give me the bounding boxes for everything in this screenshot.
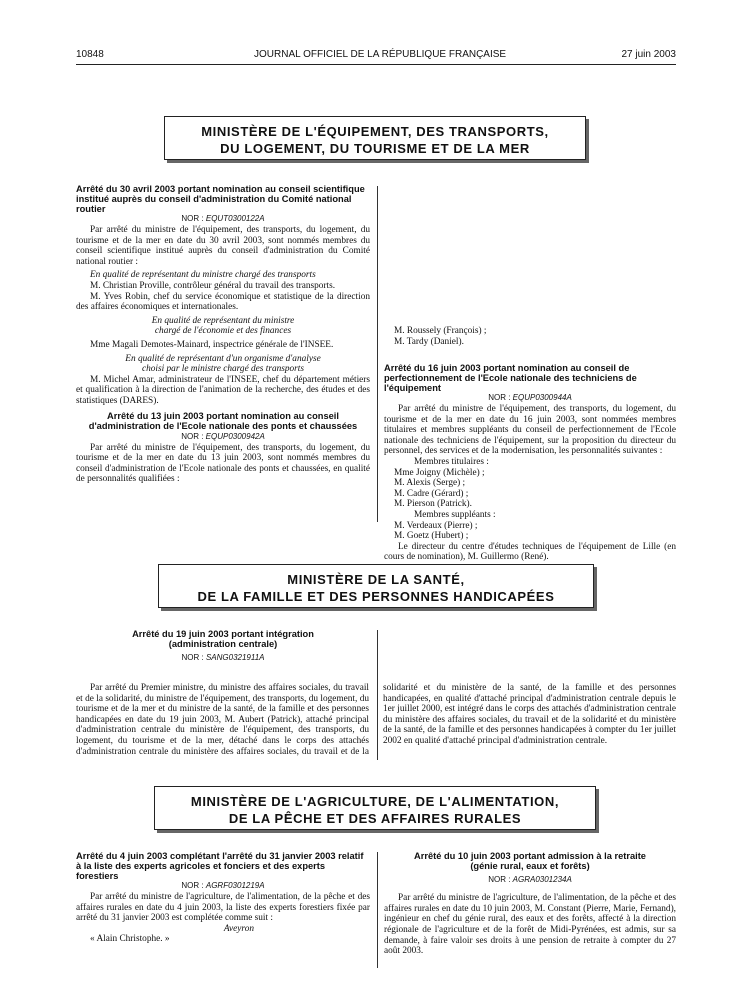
arrete-title: Arrêté du 13 juin 2003 portant nomination au conseil d'administration de l'Ecole nationale des ponts et chaussées bbox=[88, 411, 358, 432]
ministry-agriculture-box bbox=[154, 786, 596, 830]
qualification-heading: chargé de l'économie et des finances bbox=[154, 326, 292, 337]
arrete-title: (administration centrale) bbox=[168, 638, 278, 649]
nor-reference: NOR : AGRA0301234A bbox=[488, 874, 572, 884]
member-item: M. Pierson (Patrick). bbox=[394, 499, 472, 510]
list-heading: Membres titulaires : bbox=[414, 456, 489, 467]
nor-reference: NOR : AGRF0301219A bbox=[181, 881, 265, 891]
arrete-title: Arrêté du 30 avril 2003 portant nomination au conseil scientifique institué auprès du conseil d'administration du Comité national routier bbox=[76, 184, 365, 214]
ministry-heading-line1: MINISTÈRE DE L'ÉQUIPEMENT, DES TRANSPORTS, bbox=[201, 124, 549, 139]
expert-name: « Alain Christophe. » bbox=[90, 934, 170, 945]
arrete-title: (génie rural, eaux et forêts) bbox=[470, 860, 590, 871]
member-item: Mme Joigny (Michèle) ; bbox=[394, 467, 485, 478]
ministry-equipement-box bbox=[164, 116, 586, 160]
column-rule bbox=[377, 852, 378, 968]
arrete-title: Arrêté du 10 juin 2003 portant admission à la retraite bbox=[414, 851, 646, 861]
arrete-title: Arrêté du 16 juin 2003 portant nomination au conseil de perfectionnement de l'Ecole nationale des techniciens de l'équipement bbox=[384, 363, 637, 393]
arrete-text: Par arrêté du ministre de l'agriculture, de l'alimentation, de la pêche et des affaires rurales en date du 10 juin 2003, M. Constant (Pierre, Marie, Fernand), ingénieur en chef du génie rural, des eaux et des forêts, affecté à la direction régionale de l'agriculture et de la forêt de Midi-Pyrénées, est admis, sur sa demande, à faire valoir ses droits à une pension de retraite à compter du 27 août 2003. bbox=[384, 893, 676, 957]
arrete-text: Par arrêté du ministre de l'agriculture, de l'alimentation, de la pêche et des affaires rurales en date du 4 juin 2003, la liste des experts forestiers fixée par arrêté du 31 janvier 2003 est complétée comme suit : bbox=[76, 891, 370, 924]
running-header bbox=[76, 49, 676, 63]
arrete-integration-body bbox=[76, 683, 676, 763]
appointee: M. Yves Robin, chef du service économique et statistique de la direction des affaires économiques et internationales. bbox=[76, 291, 370, 313]
appointee: M. Tardy (Daniel). bbox=[394, 336, 464, 347]
arrete-text: Par arrêté du ministre de l'équipement, des transports, du logement, du tourisme et de la mer en date du 30 avril 2003, sont nommés membres du conseil scientifique institué auprès du conseil d'administration du Comité national routier : bbox=[76, 224, 370, 267]
nor-reference: NOR : EQUP0300944A bbox=[488, 393, 572, 403]
arrete-integration-title bbox=[76, 630, 370, 663]
list-heading: Membres suppléants : bbox=[414, 509, 496, 520]
member-item: M. Alexis (Serge) ; bbox=[394, 478, 466, 489]
arrete-text: Par arrêté du ministre de l'équipement, des transports, du logement, du tourisme et de la mer en date du 16 juin 2003, sont nommées membres titulaires et membres suppléants du conseil de perfectionnement de l'Ecole nationale des techniciens de l'équipement, sur la proposition du directeur du personnel, des services et de la modernisation, les personnalités suivantes : bbox=[384, 403, 676, 457]
appointee: M. Roussely (François) ; bbox=[394, 326, 487, 336]
qualification-heading: En qualité de représentant d'un organisme d'analyse bbox=[125, 353, 321, 364]
member-item: M. Verdeaux (Pierre) ; bbox=[394, 520, 478, 531]
appointee: Mme Magali Demotes-Mainard, inspectrice générale de l'INSEE. bbox=[90, 339, 334, 350]
arrete-text: Par arrêté du ministre de l'équipement, des transports, du logement, du tourisme et de la mer en date du 13 juin 2003, sont nommés membres du conseil d'administration de l'Ecole nationale des ponts et chaussées, en qualité de personnalités qualifiées : bbox=[76, 442, 370, 485]
right-column-equipement bbox=[384, 326, 676, 347]
appointee: M. Michel Amar, administrateur de l'INSEE, chef du département métiers et qualification à la direction de l'animation de la recherche, des études et des statistiques (DARES). bbox=[76, 374, 370, 406]
arrete-title: Arrêté du 19 juin 2003 portant intégration bbox=[132, 629, 314, 639]
member-item: Le directeur du centre d'études techniques de l'équipement de Lille (en cours de nomination), M. Guillermo (René). bbox=[384, 541, 676, 563]
issue-date: 27 juin 2003 bbox=[621, 49, 676, 60]
qualification-heading: En qualité de représentant du ministre chargé des transports bbox=[90, 270, 316, 281]
ministry-heading-line2: DE LA PÊCHE ET DES AFFAIRES RURALES bbox=[228, 811, 522, 826]
department-heading: Aveyron bbox=[223, 923, 254, 934]
right-column-equipement-2 bbox=[384, 364, 676, 563]
page-number: 10848 bbox=[76, 49, 104, 60]
qualification-heading: choisi par le ministre chargé des transports bbox=[141, 364, 304, 375]
column-rule bbox=[377, 186, 378, 522]
nor-reference: NOR : EQUP0300942A bbox=[181, 432, 265, 442]
arrete-text: Par arrêté du Premier ministre, du ministre des affaires sociales, du travail et de la solidarité, du ministre de l'équipement, des transports, du logement, du tourisme et de la mer et du ministre de la santé, de la famille et des personnes handicapées en date du 19 juin 2003, M. Aubert (Patrick), attaché principal d'administration centrale du ministère de l'équipement, des transports, du logement, du tourisme et de la mer, détaché dans le corps des attachés d'administration centrale du ministère des affaires sociales, du travail et de la solidarité et du ministère de la santé, de la famille et des personnes handicapées, en qualité d'attaché principal d'administration centrale depuis le 1er juillet 2000, est intégré dans le corps des attachés d'administration centrale du ministère des affaires sociales, du travail et de la solidarité et du ministère de la santé, de la famille et des personnes handicapées à compter du 1er juillet 2002 en qualité d'attaché principal d'administration centrale. bbox=[76, 683, 676, 757]
ministry-heading-line1: MINISTÈRE DE LA SANTÉ, bbox=[287, 572, 465, 587]
right-column-agriculture bbox=[384, 852, 676, 957]
nor-reference: NOR : EQUT0300122A bbox=[181, 214, 265, 224]
ministry-heading-line1: MINISTÈRE DE L'AGRICULTURE, DE L'ALIMENTATION, bbox=[190, 794, 560, 809]
left-column-equipement bbox=[76, 185, 370, 485]
arrete-title: Arrêté du 4 juin 2003 complétant l'arrêté du 31 janvier 2003 relatif à la liste des experts agricoles et fonciers et des experts forestiers bbox=[76, 851, 364, 881]
qualification-heading: En qualité de représentant du ministre bbox=[151, 315, 295, 326]
journal-title: JOURNAL OFFICIEL DE LA RÉPUBLIQUE FRANÇAISE bbox=[254, 49, 507, 60]
header-rule bbox=[76, 64, 676, 65]
ministry-heading-line2: DE LA FAMILLE ET DES PERSONNES HANDICAPÉES bbox=[197, 589, 555, 604]
appointee: M. Christian Proville, contrôleur général du travail des transports. bbox=[90, 280, 336, 291]
nor-reference: NOR : SANG0321911A bbox=[181, 652, 265, 662]
member-item: M. Goetz (Hubert) ; bbox=[394, 531, 469, 542]
ministry-heading-line2: DU LOGEMENT, DU TOURISME ET DE LA MER bbox=[220, 141, 530, 156]
left-column-agriculture bbox=[76, 852, 370, 945]
member-item: M. Cadre (Gérard) ; bbox=[394, 488, 469, 499]
ministry-sante-box bbox=[158, 564, 594, 608]
